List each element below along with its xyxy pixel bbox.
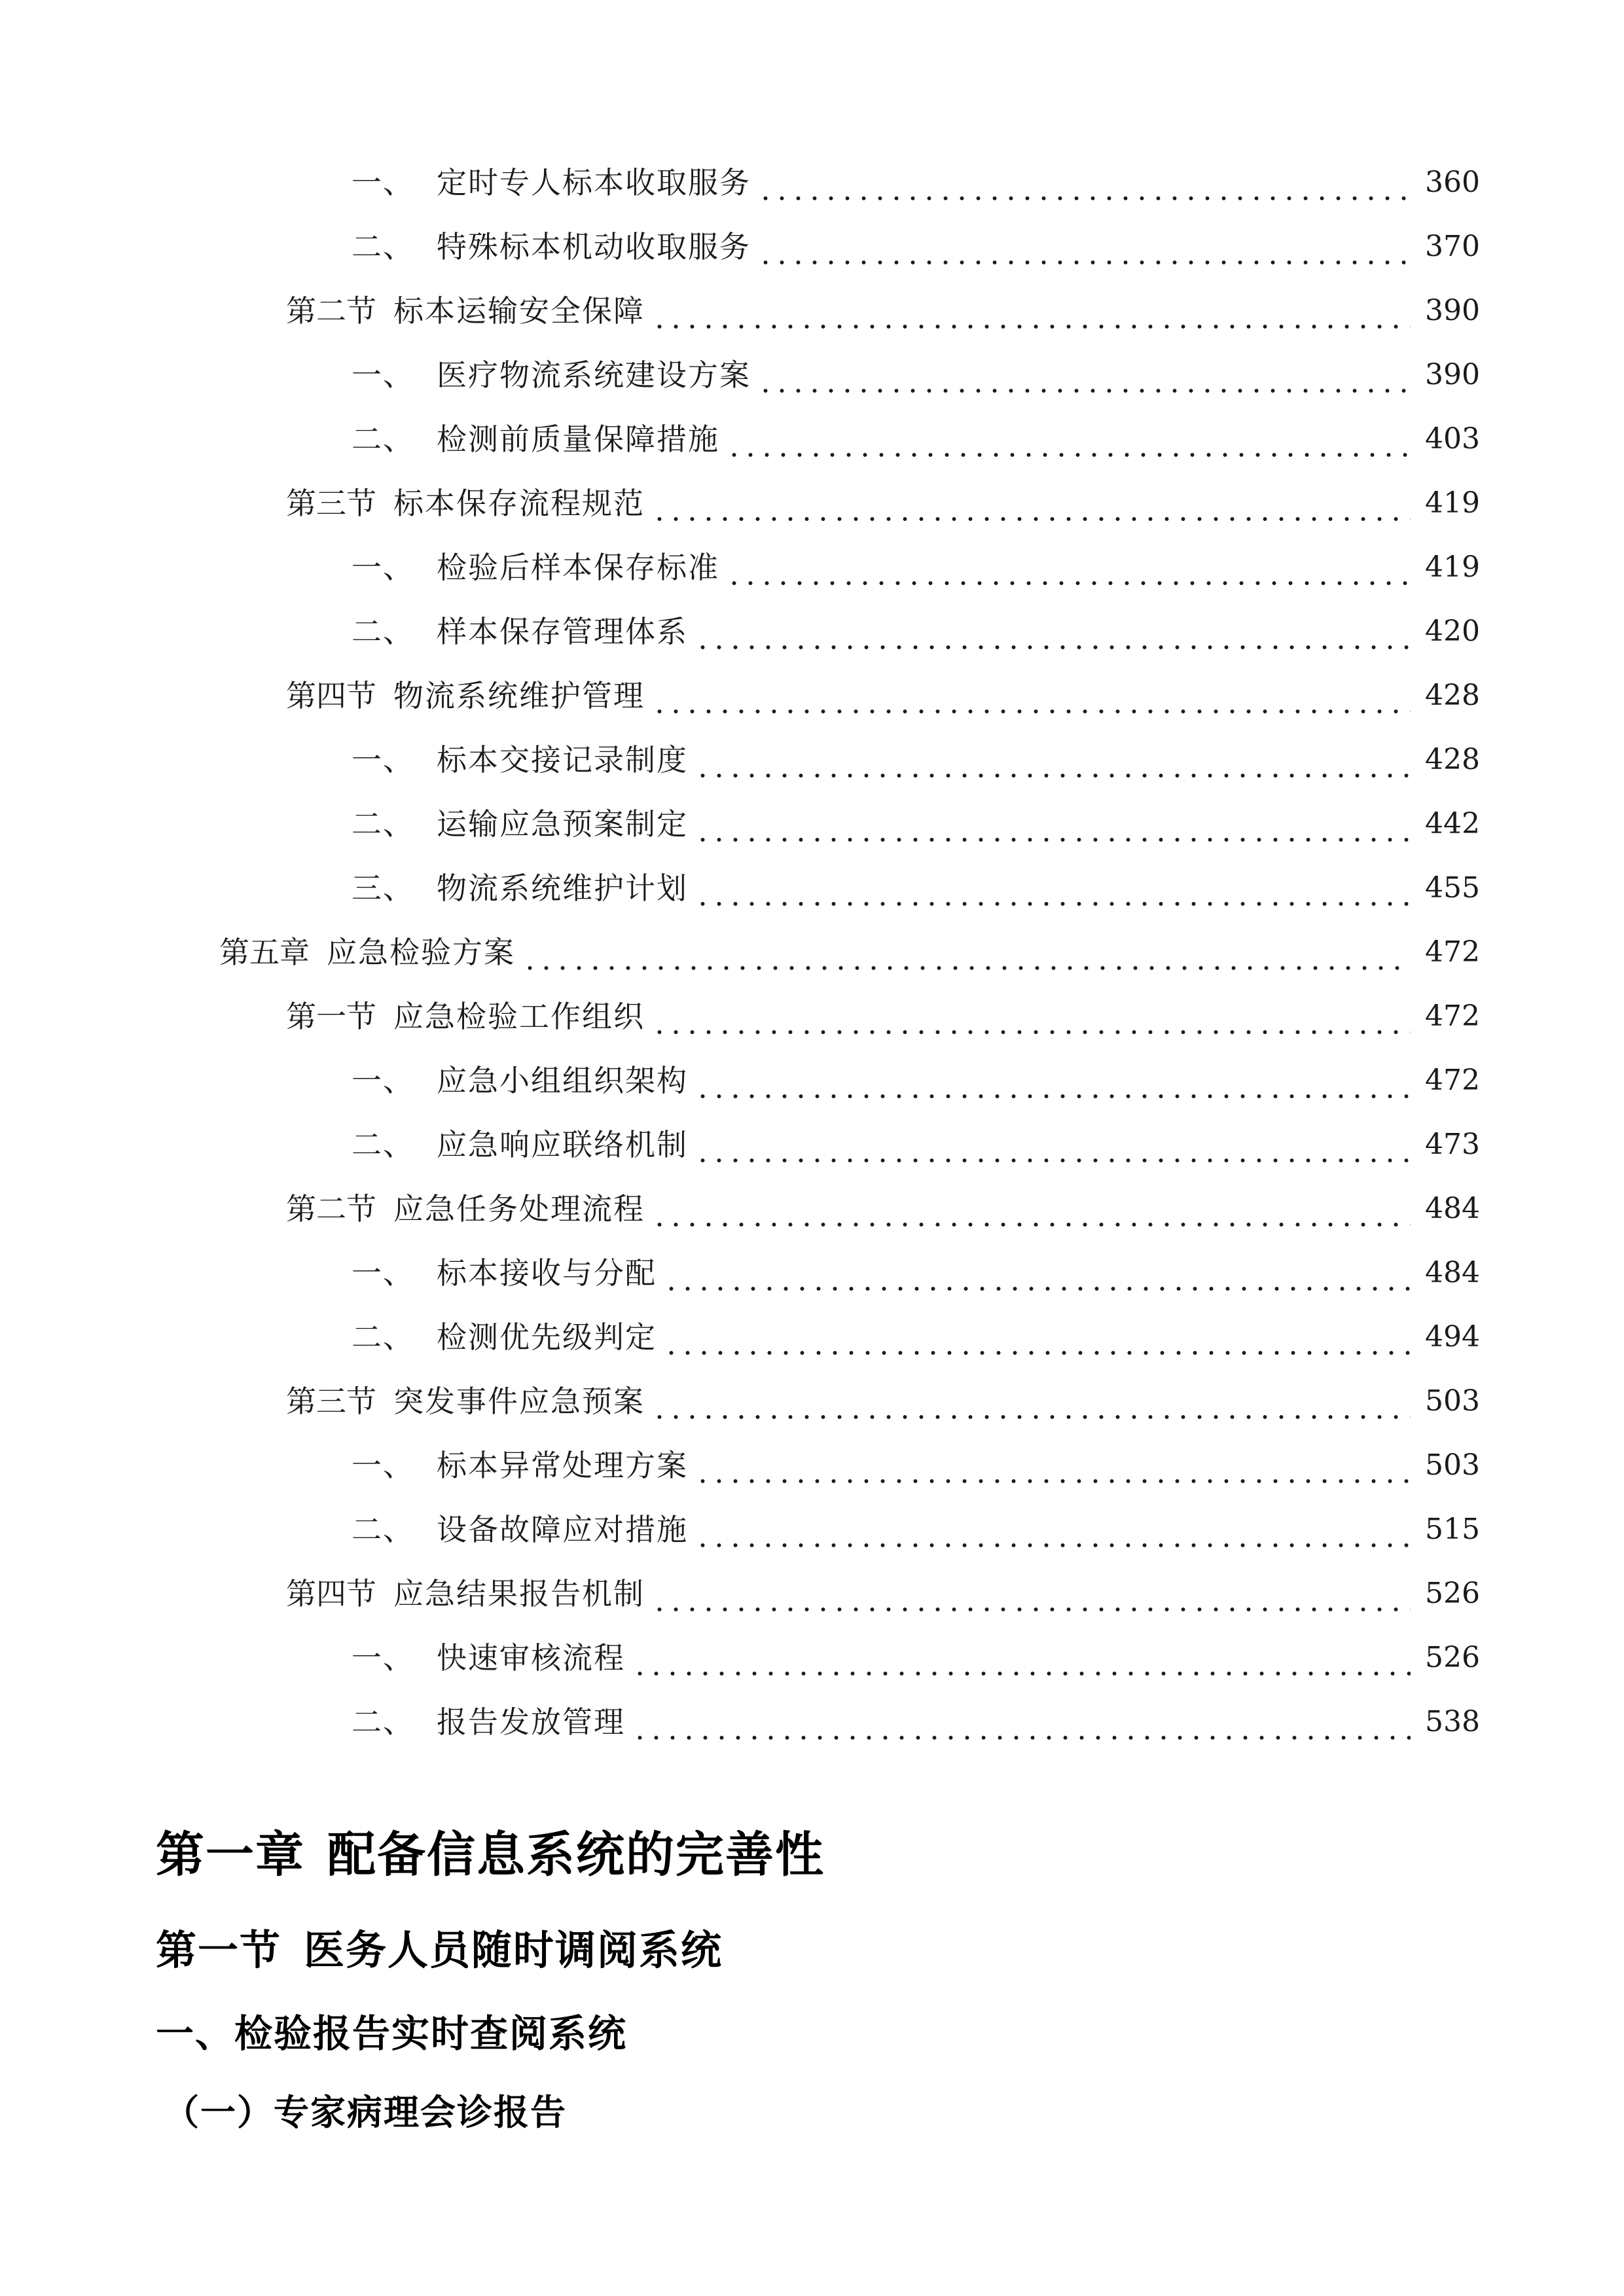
subsection-heading: 一、检验报告实时查阅系统: [156, 2011, 628, 2056]
toc-entry-number: 一、: [352, 357, 414, 393]
toc-entry-section[interactable]: [0, 1177, 1624, 1241]
toc-entry-item[interactable]: [0, 792, 1624, 856]
toc-page-number: 370: [1425, 230, 1480, 263]
toc-entry-number: 第三节: [286, 1384, 376, 1419]
toc-entry-item[interactable]: [0, 215, 1624, 279]
toc-page-number: 419: [1425, 550, 1480, 584]
toc-entry-title: 应急响应联络机制: [437, 1127, 688, 1162]
section-heading: [156, 1918, 723, 1976]
toc-entry-title: 标本异常处理方案: [437, 1448, 688, 1483]
toc-page-number: 538: [1425, 1705, 1480, 1738]
toc-page-number: 390: [1425, 358, 1480, 391]
toc-entry-item[interactable]: [0, 600, 1624, 664]
toc-entry-title: 应急小组组织架构: [437, 1063, 688, 1098]
toc-entry-number: 二、: [352, 1512, 414, 1547]
toc-entry-title: 设备故障应对措施: [437, 1512, 688, 1547]
toc-entry-number: 一、: [352, 1063, 414, 1098]
toc-dot-leader: [695, 600, 1411, 664]
toc-page-number: 503: [1425, 1384, 1480, 1418]
toc-page-number: 419: [1425, 486, 1480, 520]
toc-dot-leader: [663, 1305, 1411, 1369]
toc-page-number: 503: [1425, 1448, 1480, 1482]
toc-entry-number: 第二节: [286, 1191, 376, 1227]
toc-entry-item[interactable]: [0, 151, 1624, 215]
toc-page-number: 442: [1425, 807, 1480, 840]
toc-dot-leader: [757, 215, 1411, 279]
toc-entry-section[interactable]: [0, 664, 1624, 728]
toc-entry-title: 物流系统维护管理: [393, 678, 645, 713]
toc-page-number: 473: [1425, 1128, 1480, 1161]
toc-entry-item[interactable]: [0, 728, 1624, 792]
toc-entry-number: 二、: [352, 1319, 414, 1355]
toc-entry-number: 一、: [352, 550, 414, 585]
toc-entry-number: 一、: [352, 742, 414, 778]
toc-dot-leader: [651, 1369, 1411, 1433]
toc-dot-leader: [522, 920, 1411, 984]
toc-entry-number: 一、: [352, 165, 414, 200]
toc-entry-title: 标本接收与分配: [437, 1255, 657, 1291]
table-of-contents: [0, 151, 1624, 1754]
toc-page-number: 428: [1425, 743, 1480, 776]
toc-entry-title: 样本保存管理体系: [437, 614, 688, 649]
toc-page-number: 484: [1425, 1256, 1480, 1289]
toc-dot-leader: [726, 407, 1411, 471]
toc-page-number: 420: [1425, 615, 1480, 648]
toc-entry-number: 二、: [352, 422, 414, 457]
chapter-heading: [156, 1816, 825, 1886]
toc-dot-leader: [651, 279, 1411, 343]
toc-dot-leader: [632, 1626, 1411, 1690]
toc-entry-title: 检测前质量保障措施: [437, 422, 719, 457]
section-title: 医务人员随时调阅系统: [304, 1926, 723, 1974]
toc-entry-number: 一、: [352, 1255, 414, 1291]
toc-entry-title: 标本运输安全保障: [393, 293, 645, 329]
toc-entry-title: 定时专人标本收取服务: [437, 165, 751, 200]
toc-page-number: 455: [1425, 871, 1480, 905]
toc-page-number: 526: [1425, 1577, 1480, 1610]
toc-page-number: 472: [1425, 1064, 1480, 1097]
toc-page-number: 472: [1425, 999, 1480, 1033]
toc-entry-section[interactable]: [0, 1369, 1624, 1433]
toc-entry-item[interactable]: [0, 535, 1624, 600]
toc-entry-number: 一、: [352, 1448, 414, 1483]
chapter-number: 第一章: [156, 1827, 305, 1883]
toc-entry-item[interactable]: [0, 1498, 1624, 1562]
toc-entry-item[interactable]: [0, 1305, 1624, 1369]
toc-entry-title: 应急检验工作组织: [393, 999, 645, 1034]
toc-entry-number: 二、: [352, 806, 414, 842]
toc-entry-number: 第二节: [286, 293, 376, 329]
toc-entry-item[interactable]: [0, 1241, 1624, 1305]
toc-entry-number: 二、: [352, 614, 414, 649]
toc-entry-section[interactable]: [0, 984, 1624, 1049]
toc-entry-number: 第三节: [286, 486, 376, 521]
toc-entry-item[interactable]: [0, 1113, 1624, 1177]
toc-entry-title: 物流系统维护计划: [437, 870, 688, 906]
toc-entry-item[interactable]: [0, 407, 1624, 471]
toc-entry-title: 突发事件应急预案: [393, 1384, 645, 1419]
toc-entry-section[interactable]: [0, 1562, 1624, 1626]
toc-entry-number: 二、: [352, 1127, 414, 1162]
toc-page-number: 360: [1425, 166, 1480, 199]
toc-dot-leader: [695, 856, 1411, 920]
toc-page-number: 403: [1425, 422, 1480, 456]
toc-page-number: 390: [1425, 294, 1480, 327]
toc-entry-item[interactable]: [0, 1049, 1624, 1113]
chapter-title: 配备信息系统的完善性: [327, 1827, 825, 1883]
toc-dot-leader: [651, 1562, 1411, 1626]
toc-dot-leader: [757, 151, 1411, 215]
toc-page-number: 526: [1425, 1641, 1480, 1674]
toc-dot-leader: [651, 984, 1411, 1049]
toc-page-number: 484: [1425, 1192, 1480, 1225]
toc-entry-number: 二、: [352, 1704, 414, 1740]
toc-page-number: 515: [1425, 1513, 1480, 1546]
toc-dot-leader: [757, 343, 1411, 407]
toc-entry-number: 第五章: [219, 935, 310, 970]
toc-entry-title: 标本交接记录制度: [437, 742, 688, 778]
toc-entry-item[interactable]: [0, 1626, 1624, 1690]
toc-entry-number: 第四节: [286, 1576, 376, 1611]
toc-entry-title: 应急任务处理流程: [393, 1191, 645, 1227]
toc-dot-leader: [695, 1113, 1411, 1177]
toc-entry-item[interactable]: [0, 1690, 1624, 1754]
toc-dot-leader: [632, 1690, 1411, 1754]
toc-entry-number: 第四节: [286, 678, 376, 713]
toc-entry-number: 三、: [352, 870, 414, 906]
toc-entry-title: 标本保存流程规范: [393, 486, 645, 521]
toc-page-number: 472: [1425, 935, 1480, 969]
toc-entry-title: 应急检验方案: [327, 935, 515, 970]
toc-dot-leader: [695, 1049, 1411, 1113]
toc-entry-section[interactable]: [0, 279, 1624, 343]
section-number: 第一节: [156, 1926, 282, 1974]
toc-dot-leader: [695, 1433, 1411, 1498]
toc-page-number: 428: [1425, 679, 1480, 712]
toc-entry-title: 检测优先级判定: [437, 1319, 657, 1355]
toc-entry-title: 运输应急预案制定: [437, 806, 688, 842]
toc-entry-title: 医疗物流系统建设方案: [437, 357, 751, 393]
toc-entry-number: 一、: [352, 1640, 414, 1676]
toc-entry-number: 第一节: [286, 999, 376, 1034]
toc-dot-leader: [695, 728, 1411, 792]
toc-dot-leader: [663, 1241, 1411, 1305]
toc-entry-title: 特殊标本机动收取服务: [437, 229, 751, 264]
toc-entry-section[interactable]: [0, 471, 1624, 535]
toc-entry-title: 快速审核流程: [437, 1640, 625, 1676]
toc-dot-leader: [695, 1498, 1411, 1562]
toc-entry-chapter[interactable]: [0, 920, 1624, 984]
toc-entry-title: 报告发放管理: [437, 1704, 625, 1740]
subsubsection-heading: （一）专家病理会诊报告: [164, 2092, 567, 2133]
toc-entry-item[interactable]: [0, 343, 1624, 407]
toc-page-number: 494: [1425, 1320, 1480, 1354]
toc-dot-leader: [651, 471, 1411, 535]
toc-entry-title: 检验后样本保存标准: [437, 550, 719, 585]
toc-entry-item[interactable]: [0, 856, 1624, 920]
toc-entry-item[interactable]: [0, 1433, 1624, 1498]
toc-dot-leader: [695, 792, 1411, 856]
toc-dot-leader: [726, 535, 1411, 600]
toc-entry-number: 二、: [352, 229, 414, 264]
toc-entry-title: 应急结果报告机制: [393, 1576, 645, 1611]
toc-dot-leader: [651, 1177, 1411, 1241]
toc-dot-leader: [651, 664, 1411, 728]
